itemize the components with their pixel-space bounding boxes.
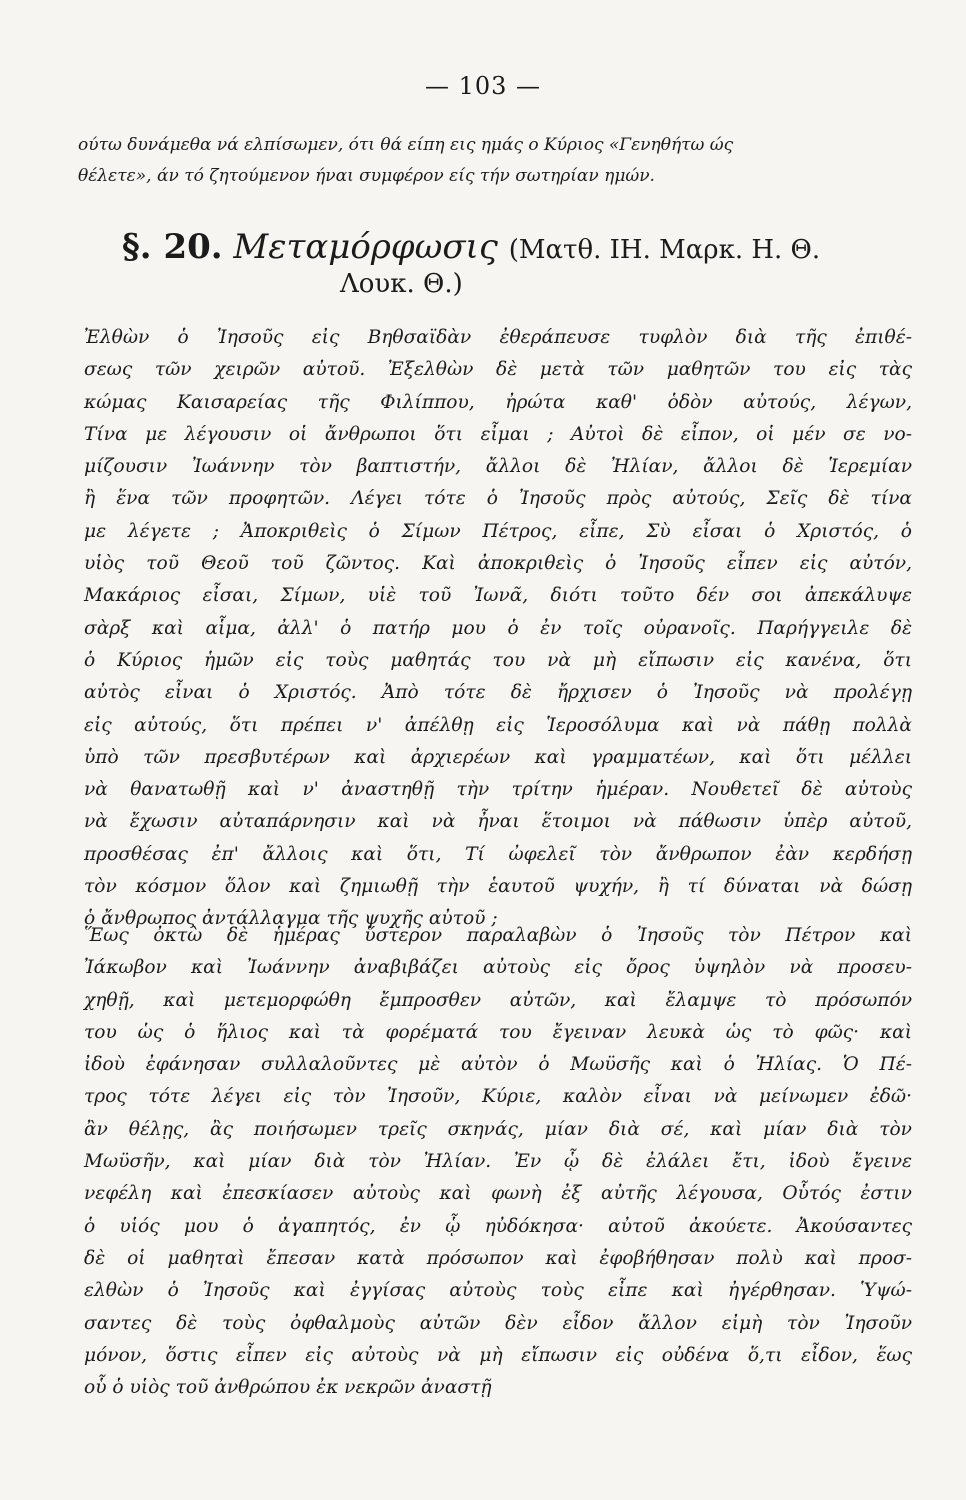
text-line: Ἕως ὀκτὼ δὲ ἡμέρας ὕστερον παραλαβὼν ὁ Ἰησοῦς τὸν Πέτρον καὶ	[84, 925, 912, 946]
text-line: Τίνα με λέγουσιν οἱ ἄνθρωποι ὅτι εἶμαι ; Αὐτοὶ δὲ εἶπον, οἱ μέν σε νο-	[84, 423, 912, 445]
text-line: αὐτὸς εἶναι ὁ Χριστός. Ἀπὸ τότε δὲ ἤρχισεν ὁ Ἰησοῦς νὰ προλέγῃ	[84, 682, 912, 704]
text-line: ὁ Κύριος ἡμῶν εἰς τοὺς μαθητάς του νὰ μὴ εἴπωσιν εἰς κανένα, ὅτι	[84, 649, 912, 671]
intro-line: θέλετε», άν τό ζητούμενον ήναι συμφέρον είς τήν σωτηρίαν ημών.	[78, 166, 655, 186]
intro-line: ούτω δυνάμεθα νά ελπίσωμεν, ότι θά είπη εις ημάς ο Κύριος «Γενηθήτω ώς	[78, 135, 734, 155]
section-references: (Ματθ. ΙΗ. Μαρκ. Η. Θ.	[508, 235, 821, 265]
text-line: ἢ ἕνα τῶν προφητῶν. Λέγει τότε ὁ Ἰησοῦς πρὸς αὐτούς, Σεῖς δὲ τίνα	[84, 488, 912, 510]
paragraph-2	[84, 920, 912, 1404]
text-line: τὸν κόσμον ὅλον καὶ ζημιωθῇ τὴν ἑαυτοῦ ψυχήν, ἢ τί δύναται νὰ δώσῃ	[84, 876, 912, 898]
section-number: §. 20.	[122, 227, 223, 267]
intro-text	[78, 130, 910, 192]
text-line: Μωϋσῆν, καὶ μίαν διὰ τὸν Ἠλίαν. Ἐν ᾧ δὲ ἐλάλει ἔτι, ἰδοὺ ἔγεινε	[84, 1151, 912, 1173]
text-line: νεφέλη καὶ ἐπεσκίασεν αὐτοὺς καὶ φωνὴ ἐξ αὐτῆς λέγουσα, Οὗτός ἐστιν	[84, 1183, 912, 1205]
text-line: ἂν θέλῃς, ἂς ποιήσωμεν τρεῖς σκηνάς, μίαν διὰ σέ, καὶ μίαν διὰ τὸν	[84, 1118, 912, 1140]
section-references-continued: Λουκ. Θ.)	[340, 269, 463, 299]
text-line: νὰ θανατωθῇ καὶ ν' ἀναστηθῇ τὴν τρίτην ἡμέραν. Νουθετεῖ δὲ αὐτοὺς	[84, 779, 912, 801]
text-line: μίζουσιν Ἰωάννην τὸν βαπτιστήν, ἄλλοι δὲ Ἠλίαν, ἄλλοι δὲ Ἱερεμίαν	[84, 456, 912, 478]
text-line: κώμας Καισαρείας τῆς Φιλίππου, ἠρώτα καθ' ὁδὸν αὐτούς, λέγων,	[84, 391, 912, 413]
text-line: Ἐλθὼν ὁ Ἰησοῦς εἰς Βηθσαϊδὰν ἐθεράπευσε τυφλὸν διὰ τῆς ἐπιθέ-	[84, 327, 912, 348]
text-line: σεως τῶν χειρῶν αὐτοῦ. Ἐξελθὼν δὲ μετὰ τῶν μαθητῶν του εἰς τὰς	[84, 359, 912, 381]
text-line: δὲ οἱ μαθηταὶ ἔπεσαν κατὰ πρόσωπον καὶ ἐφοβήθησαν πολὺ καὶ προσ-	[84, 1247, 912, 1269]
text-line: Ἰάκωβον καὶ Ἰωάννην ἀναβιβάζει αὐτοὺς εἰς ὄρος ὑψηλὸν νὰ προσευ-	[84, 957, 912, 979]
section-title: Μεταμόρφωσις	[233, 227, 498, 267]
text-line: χηθῇ, καὶ μετεμορφώθη ἔμπροσθεν αὐτῶν, καὶ ἔλαμψε τὸ πρόσωπόν	[84, 989, 912, 1011]
paragraph-1	[84, 322, 912, 936]
text-line: ὁ υἱός μου ὁ ἀγαπητός, ἐν ᾧ ηὐδόκησα· αὐτοῦ ἀκούετε. Ἀκούσαντες	[84, 1215, 912, 1237]
text-line: Μακάριος εἶσαι, Σίμων, υἱὲ τοῦ Ἰωνᾶ, διότι τοῦτο δέν σοι ἀπεκάλυψε	[84, 585, 912, 607]
text-line: οὗ ὁ υἱὸς τοῦ ἀνθρώπου ἐκ νεκρῶν ἀναστῇ	[84, 1377, 492, 1399]
section-heading	[122, 226, 820, 271]
text-line: σὰρξ καὶ αἷμα, ἀλλ' ὁ πατήρ μου ὁ ἐν τοῖς οὐρανοῖς. Παρήγγειλε δὲ	[84, 617, 912, 639]
text-line: ἰδοὺ ἐφάνησαν συλλαλοῦντες μὲ αὐτὸν ὁ Μωϋσῆς καὶ ὁ Ἠλίας. Ὁ Πέ-	[84, 1054, 912, 1076]
text-line: του ὡς ὁ ἥλιος καὶ τὰ φορέματά του ἔγειναν λευκὰ ὡς τὸ φῶς· καὶ	[84, 1021, 912, 1043]
text-line: εἰς αὐτούς, ὅτι πρέπει ν' ἀπέλθῃ εἰς Ἱεροσόλυμα καὶ νὰ πάθῃ πολλὰ	[84, 714, 912, 736]
text-line: σαντες δὲ τοὺς ὀφθαλμοὺς αὐτῶν δὲν εἶδον ἄλλον εἰμὴ τὸν Ἰησοῦν	[84, 1312, 912, 1334]
text-line: με λέγετε ; Ἀποκριθεὶς ὁ Σίμων Πέτρος, εἶπε, Σὺ εἶσαι ὁ Χριστός, ὁ	[84, 520, 912, 542]
page-number: — 103 —	[424, 72, 542, 100]
text-line: μόνον, ὅστις εἶπεν εἰς αὐτοὺς νὰ μὴ εἴπωσιν εἰς οὐδένα ὅ,τι εἶδον, ἕως	[84, 1344, 912, 1366]
text-line: ὁ ἄνθρωπος ἀντάλλαγμα τῆς ψυχῆς αὐτοῦ ;	[84, 908, 498, 930]
text-line: προσθέσας ἐπ' ἄλλοις καὶ ὅτι, Τί ὠφελεῖ τὸν ἄνθρωπον ἐὰν κερδήσῃ	[84, 843, 912, 865]
text-line: ὑπὸ τῶν πρεσβυτέρων καὶ ἀρχιερέων καὶ γραμματέων, καὶ ὅτι μέλλει	[84, 746, 912, 768]
text-line: τρος τότε λέγει εἰς τὸν Ἰησοῦν, Κύριε, καλὸν εἶναι νὰ μείνωμεν ἐδῶ·	[84, 1086, 912, 1108]
text-line: ελθὼν ὁ Ἰησοῦς καὶ ἐγγίσας αὐτοὺς τοὺς εἶπε καὶ ἠγέρθησαν. Ὑψώ-	[84, 1280, 912, 1302]
text-line: υἱὸς τοῦ Θεοῦ τοῦ ζῶντος. Καὶ ἀποκριθεὶς ὁ Ἰησοῦς εἶπεν εἰς αὐτόν,	[84, 553, 912, 575]
text-line: νὰ ἔχωσιν αὐταπάρνησιν καὶ νὰ ἦναι ἕτοιμοι νὰ πάθωσιν ὑπὲρ αὐτοῦ,	[84, 811, 912, 833]
